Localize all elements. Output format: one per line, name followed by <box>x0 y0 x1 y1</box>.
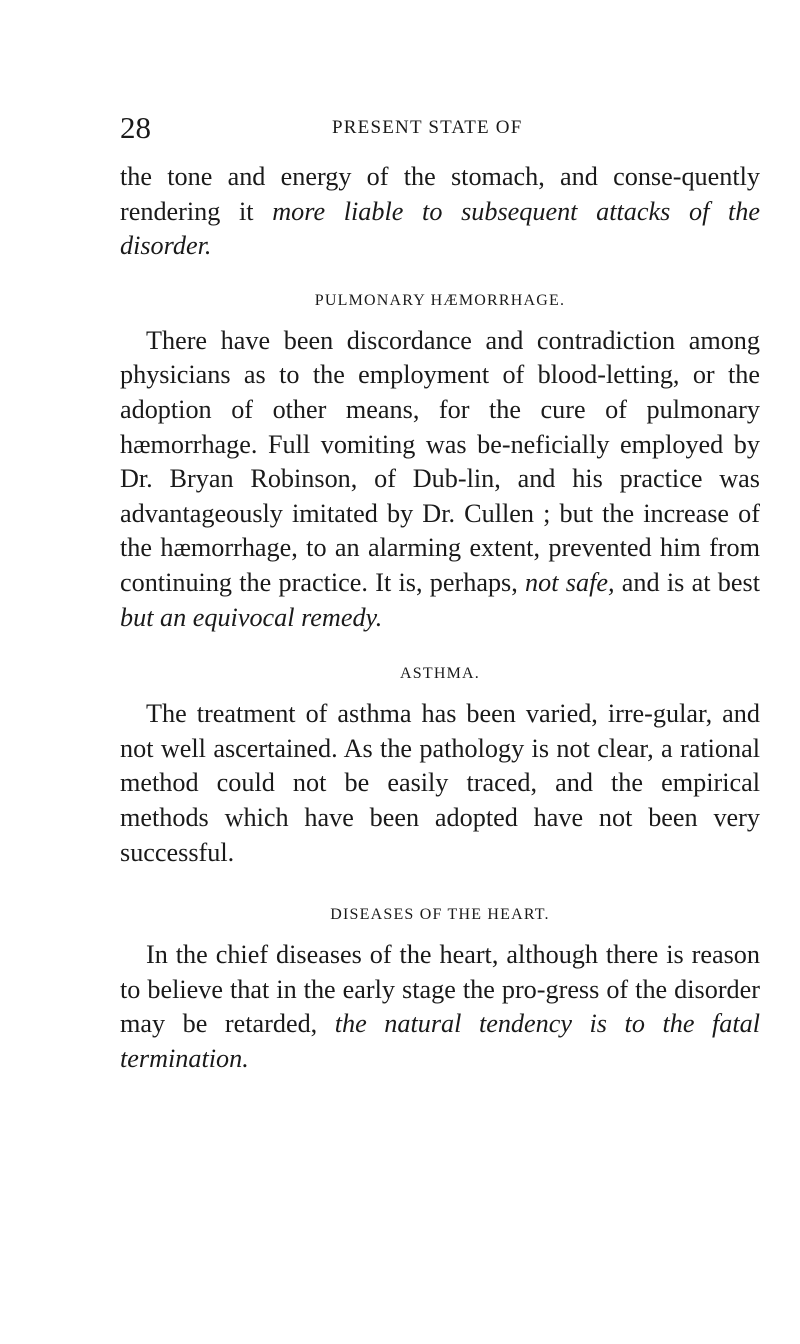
page-header <box>120 108 760 148</box>
heading-pulmonary-haemorrhage: PULMONARY HÆMORRHAGE. <box>314 291 566 309</box>
running-title: PRESENT STATE OF <box>332 117 523 138</box>
heading-diseases-of-the-heart: DISEASES OF THE HEART. <box>330 906 550 924</box>
pulmonary-italic-1: not safe, <box>525 567 615 597</box>
asthma-paragraph: The treatment of asthma has been varied, irre-gular, and not well ascertained. As the pathology is not clear, a rational method could not be easily traced, and the empirical methods which have been adopted have not been very successful. <box>120 699 760 867</box>
heading-asthma: ASTHMA. <box>400 665 480 683</box>
intro-paragraph-text: the tone and energy of the stomach, and conse-quently rendering it <box>120 162 760 226</box>
pulmonary-text-2: and is at best <box>614 567 760 597</box>
page-number: 28 <box>120 110 151 145</box>
page-body <box>120 160 760 1076</box>
intro-paragraph-italic: more liable to subsequent attacks of the disorder. <box>120 196 760 261</box>
pulmonary-paragraph <box>120 324 760 635</box>
intro-paragraph <box>120 160 760 264</box>
heart-paragraph-italic: the natural tendency is to the fatal termination. <box>120 1009 760 1073</box>
pulmonary-text-1: There have been discordance and contradiction among physicians as to the employment of blood-letting, or the adoption of other means, for the cure of pulmonary hæmorrhage. Full vomiting was be-neficially employed by Dr. Bryan Robinson, of Dub-lin, and his practice was advantageously imitated by Dr. Cullen ; but the increase of the hæmorrhage, to an alarming extent, prevented him from continuing the practice. It is, perhaps, <box>120 325 760 597</box>
heart-paragraph <box>120 938 760 1076</box>
pulmonary-italic-2: but an equivocal remedy. <box>120 602 383 632</box>
heart-paragraph-text: In the chief diseases of the heart, although there is reason to believe that in the early stage the pro-gress of the disorder may be retarded, <box>120 940 760 1039</box>
